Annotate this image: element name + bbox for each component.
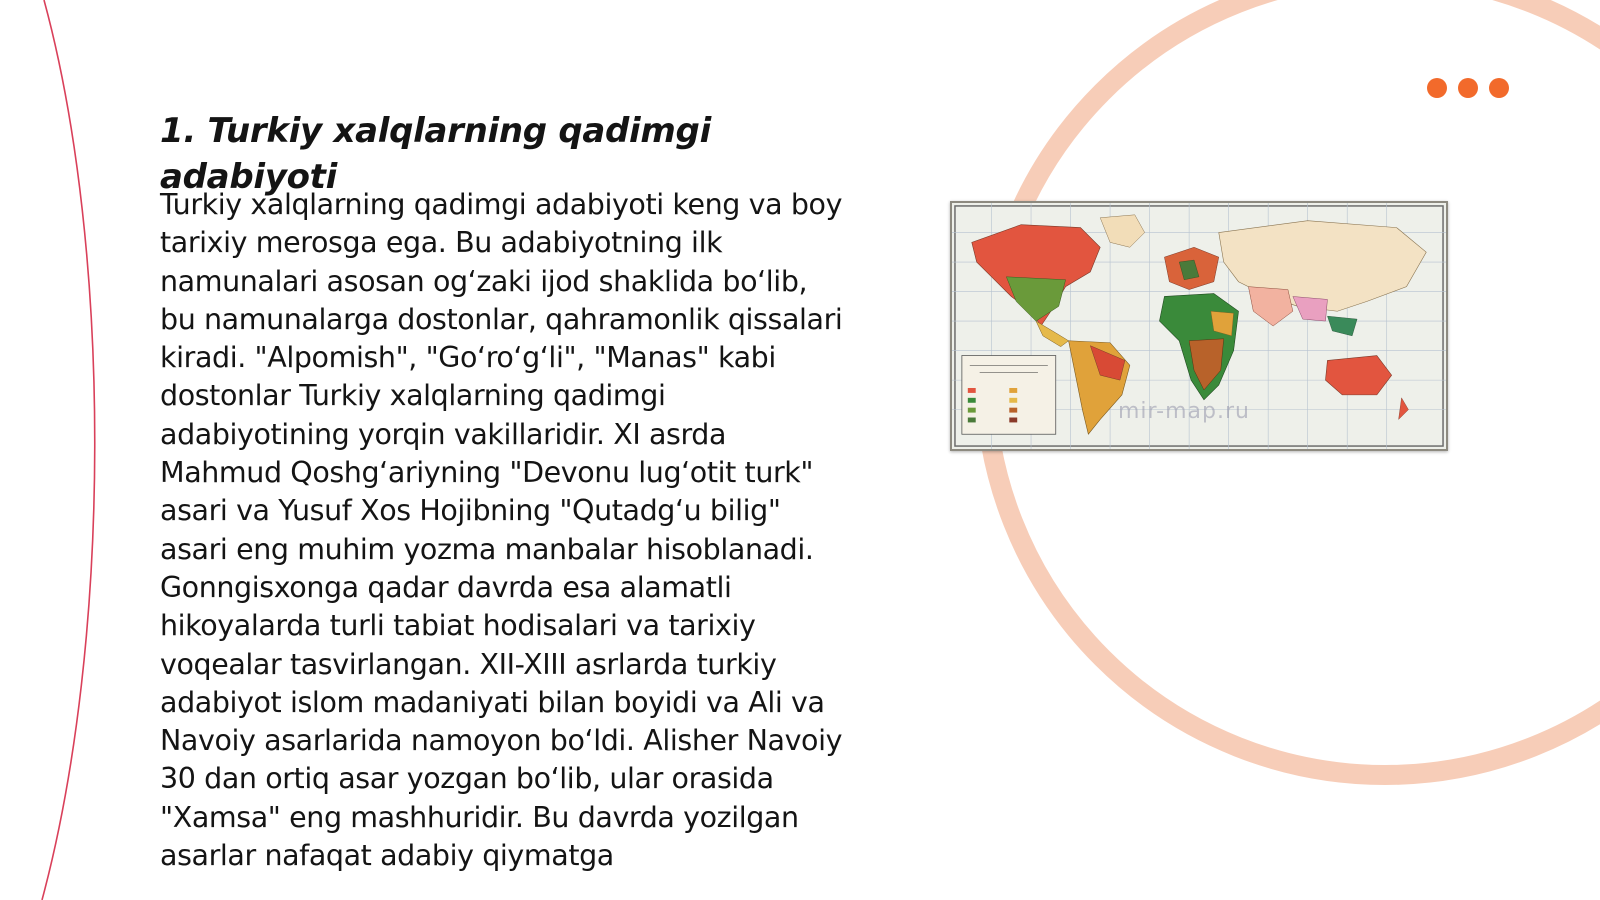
more-dots-icon xyxy=(1427,78,1509,98)
left-border-curve xyxy=(42,0,95,900)
dot-3 xyxy=(1489,78,1509,98)
slide-body-text: Turkiy xalqlarning qadimgi adabiyoti keng va boy tarixiy merosga ega. Bu adabiyotning ilk namunalari asosan og‘zaki ijod shaklida bo‘lib, bu namunalarga dostonlar, qahramonlik qissalari kiradi. "Alpomish", "Go‘ro‘g‘li", "Manas" kabi dostonlar Turkiy xalqlarning qadimgi adabiyotining yorqin vakillaridir. XI asrda Mahmud Qoshg‘ariyning "Devonu lug‘otit turk" asari va Yusuf Xos Hojibning "Qutadg‘u bilig" asari eng muhim yozma manbalar hisoblanadi. Gonngisxonga qadar davrda esa alamatli hikoyalarda turli tabiat hodisalari va tarixiy voqealar tasvirlangan. XII-XIII asrlarda turkiy adabiyot islom madaniyati bilan boyidi va Ali va Navoiy asarlarida namoyon bo‘ldi. Alisher Navoiy 30 dan ortiq asar yozgan bo‘lib, ular orasida "Xamsa" eng mashhuridir. Bu davrda yozilgan asarlar nafaqat adabiy qiymatga xyxy=(160,188,843,873)
world-map-illustration xyxy=(952,203,1446,449)
world-map-image xyxy=(950,201,1448,451)
map-watermark: mir-map.ru xyxy=(1118,399,1250,424)
slide-title: 1. Turkiy xalqlarning qadimgi adabiyoti xyxy=(160,111,711,197)
dot-1 xyxy=(1427,78,1447,98)
dot-2 xyxy=(1458,78,1478,98)
